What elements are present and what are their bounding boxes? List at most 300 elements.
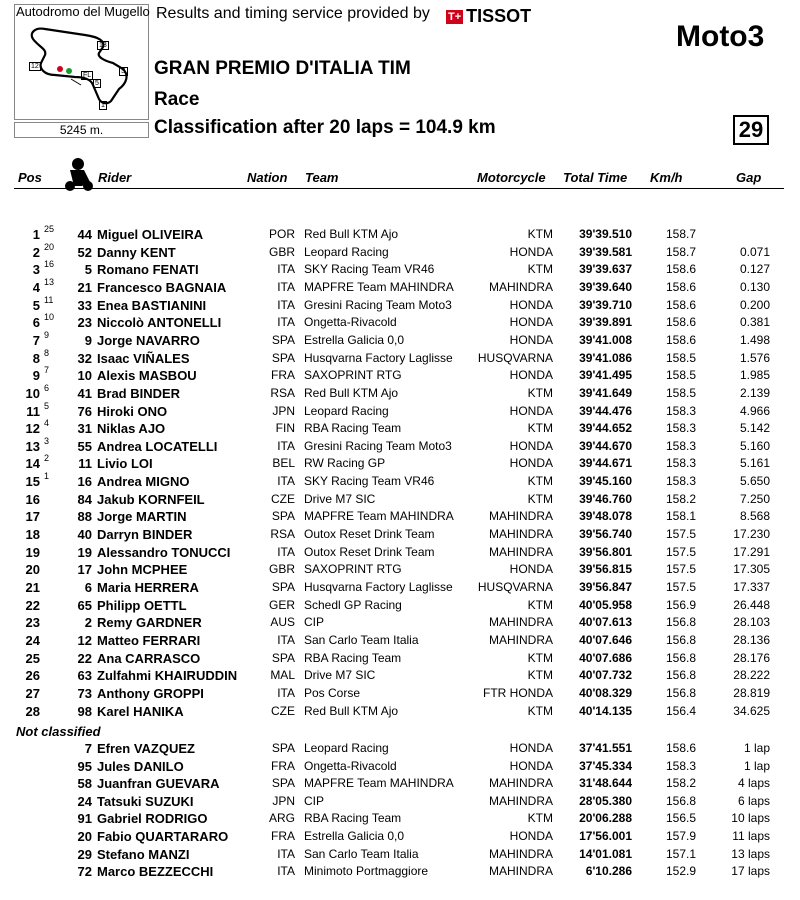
nation-cell: JPN (272, 403, 295, 418)
speed-cell: 158.3 (665, 421, 696, 436)
total-time-cell: 28'05.380 (579, 793, 632, 808)
total-time-cell: 39'39.510 (579, 227, 632, 241)
team-cell: SKY Racing Team VR46 (304, 474, 435, 489)
nation-cell: SPA (271, 650, 295, 665)
motorcycle-cell: MAHINDRA (488, 279, 553, 294)
team-cell: Estrella Galicia 0,0 (304, 829, 405, 843)
team-cell: Ongetta-Rivacold (304, 315, 397, 330)
motorcycle-cell: HONDA (509, 403, 553, 418)
speed-cell: 158.3 (665, 456, 696, 471)
gap-cell: 26.448 (733, 597, 770, 612)
rider-number-cell: 58 (77, 776, 92, 792)
position-cell: 26 (25, 668, 40, 684)
gap-cell: 7.250 (739, 491, 770, 506)
speed-cell: 158.5 (665, 368, 696, 383)
table-row (0, 492, 800, 510)
rider-number-cell: 24 (77, 793, 92, 809)
gap-cell: 13 laps (731, 846, 770, 861)
total-time-cell: 39'41.649 (579, 385, 632, 400)
rider-number-cell: 11 (78, 456, 92, 472)
total-time-cell: 39'39.637 (579, 262, 632, 277)
table-row (0, 527, 800, 545)
table-row (0, 598, 800, 616)
grid-position-cell: 4 (44, 418, 50, 429)
rider-number-cell: 55 (77, 438, 92, 454)
position-cell: 3 (32, 262, 40, 278)
team-cell: Outox Reset Drink Team (304, 544, 435, 559)
motorcycle-cell: KTM (527, 262, 553, 277)
circuit-length: 5245 m. (14, 122, 149, 138)
total-time-cell: 40'14.135 (579, 703, 632, 718)
nation-cell: SPA (271, 350, 295, 365)
category-title: Moto3 (676, 20, 765, 53)
gap-cell: 5.142 (739, 421, 770, 436)
motorcycle-cell: HUSQVARNA (477, 350, 553, 365)
table-row (0, 347, 800, 369)
rider-name-cell: Hiroki ONO (97, 403, 168, 419)
classification-summary: Classification after 20 laps = 104.9 km (154, 117, 496, 138)
rider-name-cell: Darryn BINDER (97, 527, 193, 543)
total-time-cell: 39'56.801 (579, 544, 632, 559)
table-row (0, 545, 800, 563)
table-row (0, 615, 800, 633)
team-cell: RBA Racing Team (304, 811, 402, 826)
rider-name-cell: Matteo FERRARI (97, 632, 201, 648)
grid-position-cell: 10 (44, 312, 55, 323)
map-label: 1 (101, 102, 105, 109)
gap-cell: 0.200 (739, 297, 770, 312)
motorcycle-cell: KTM (527, 385, 553, 400)
speed-cell: 152.9 (665, 864, 696, 879)
rider-name-cell: Jorge MARTIN (97, 509, 187, 525)
rider-name-cell: Karel HANIKA (97, 703, 184, 719)
grid-position-cell: 5 (44, 400, 50, 411)
table-row (0, 400, 800, 422)
position-cell: 1 (32, 227, 40, 242)
rider-number-cell: 84 (77, 491, 92, 507)
rider-number-cell: 7 (84, 741, 92, 756)
table-row (0, 276, 800, 298)
gap-cell: 34.625 (733, 703, 770, 718)
grid-position-cell: 3 (44, 435, 50, 446)
team-cell: Estrella Galicia 0,0 (304, 332, 405, 347)
rider-number-cell: 29 (77, 846, 92, 862)
grid-position-cell: 7 (44, 365, 50, 376)
table-row (0, 759, 800, 777)
motorcycle-cell: KTM (527, 650, 553, 665)
motorcycle-cell: KTM (527, 597, 553, 612)
rider-name-cell: Tatsuki SUZUKI (97, 793, 194, 809)
nation-cell: ITA (277, 262, 295, 277)
team-cell: Leopard Racing (304, 244, 389, 259)
gap-cell: 0.127 (739, 262, 770, 277)
table-row (0, 241, 800, 263)
nation-cell: JPN (272, 793, 295, 808)
grid-position-cell: 16 (44, 259, 55, 270)
col-total-time: Total Time (563, 170, 628, 185)
grid-position-cell: 11 (44, 294, 54, 305)
rider-number-cell: 21 (77, 279, 92, 295)
col-motorcycle: Motorcycle (477, 170, 546, 185)
nation-cell: ITA (277, 846, 295, 861)
rider-number-cell: 76 (77, 403, 92, 419)
not-classified-label: Not classified (16, 724, 101, 739)
team-cell: Red Bull KTM Ajo (304, 385, 399, 400)
motorcycle-cell: MAHINDRA (488, 615, 553, 630)
motorcycle-cell: MAHINDRA (488, 864, 553, 879)
rider-number-cell: 10 (77, 368, 92, 384)
team-cell: Gresini Racing Team Moto3 (304, 297, 452, 312)
gap-cell: 2.139 (739, 385, 770, 400)
team-cell: Ongetta-Rivacold (304, 758, 397, 773)
rider-name-cell: Jakub KORNFEIL (97, 491, 205, 507)
speed-cell: 158.6 (665, 741, 696, 755)
position-cell: 17 (25, 509, 40, 525)
motorcycle-cell: MAHINDRA (488, 793, 553, 808)
rider-number-cell: 52 (77, 244, 92, 260)
rider-name-cell: Danny KENT (97, 244, 176, 260)
grid-position-cell: 25 (44, 224, 55, 234)
event-title: GRAN PREMIO D'ITALIA TIM (154, 58, 411, 79)
position-cell: 18 (25, 527, 40, 543)
nation-cell: FRA (271, 758, 295, 773)
position-cell: 28 (25, 703, 40, 719)
rider-number-cell: 23 (77, 315, 92, 331)
total-time-cell: 39'41.008 (579, 332, 632, 347)
total-time-cell: 17'56.001 (579, 829, 632, 843)
rider-name-cell: Alessandro TONUCCI (97, 544, 231, 560)
nation-cell: SPA (271, 332, 295, 347)
nation-cell: POR (268, 227, 295, 241)
rider-name-cell: Niccolò ANTONELLI (97, 315, 222, 331)
nation-cell: SPA (271, 509, 295, 524)
total-time-cell: 14'01.081 (579, 846, 632, 861)
rider-number-cell: 91 (77, 811, 92, 827)
col-rider: Rider (98, 170, 132, 185)
team-cell: CIP (304, 615, 325, 630)
nation-cell: ITA (277, 279, 295, 294)
table-row (0, 741, 800, 759)
table-row (0, 259, 800, 280)
nation-cell: GER (268, 597, 295, 612)
total-time-cell: 39'41.086 (579, 350, 632, 365)
rider-number-cell: 6 (84, 580, 92, 595)
grid-position-cell: 8 (44, 347, 50, 358)
nation-cell: GBR (268, 244, 295, 259)
speed-cell: 158.2 (665, 776, 696, 791)
position-cell: 13 (25, 438, 40, 454)
team-cell: Red Bull KTM Ajo (304, 703, 399, 718)
service-text: Results and timing service provided by (156, 5, 430, 22)
team-cell: CIP (304, 793, 325, 808)
team-cell: SAXOPRINT RTG (304, 562, 402, 577)
speed-cell: 158.3 (665, 474, 696, 489)
total-time-cell: 39'56.740 (579, 527, 632, 542)
rider-name-cell: Livio LOI (97, 456, 153, 472)
table-row (0, 418, 800, 439)
gap-cell: 28.136 (733, 632, 770, 647)
motorcycle-cell: KTM (527, 474, 553, 489)
team-cell: RBA Racing Team (304, 421, 402, 436)
session-title: Race (154, 89, 200, 110)
rider-number-cell: 17 (77, 562, 92, 578)
position-cell: 7 (32, 332, 40, 348)
speed-cell: 156.8 (665, 793, 696, 808)
speed-cell: 158.1 (665, 509, 696, 524)
rider-number-cell: 40 (77, 527, 92, 543)
rider-number-cell: 32 (77, 350, 92, 366)
rider-name-cell: Fabio QUARTARARO (97, 829, 229, 844)
motorcycle-cell: HONDA (509, 438, 553, 453)
nation-cell: RSA (270, 385, 295, 400)
rider-number-cell: 19 (77, 544, 92, 560)
total-time-cell: 40'07.646 (579, 632, 632, 647)
nation-cell: ARG (268, 811, 295, 826)
total-time-cell: 39'45.160 (579, 474, 632, 489)
speed-cell: 158.7 (665, 244, 696, 259)
map-label: 5 (95, 80, 99, 87)
gap-cell: 8.568 (739, 509, 770, 524)
tissot-cross-icon: T+ (448, 11, 462, 23)
table-row (0, 704, 800, 722)
position-cell: 25 (25, 650, 40, 666)
total-time-cell: 39'39.891 (579, 315, 632, 330)
total-time-cell: 39'44.476 (579, 403, 632, 418)
nation-cell: FRA (271, 368, 295, 383)
nation-cell: CZE (271, 491, 295, 506)
table-row (0, 776, 800, 794)
circuit-name: Autodromo del Mugello (16, 4, 150, 19)
position-cell: 24 (25, 632, 40, 648)
position-cell: 14 (25, 456, 40, 472)
motorcycle-cell: HONDA (509, 562, 553, 577)
total-time-cell: 40'07.613 (579, 615, 632, 630)
motorcycle-cell: HONDA (509, 315, 553, 330)
rider-name-cell: Stefano MANZI (97, 846, 190, 862)
rider-name-cell: Brad BINDER (97, 385, 181, 401)
position-cell: 2 (32, 244, 40, 260)
gap-cell: 11 laps (732, 829, 770, 843)
motorcycle-cell: HUSQVARNA (477, 580, 553, 594)
total-time-cell: 40'08.329 (579, 685, 632, 700)
rider-number-cell: 95 (77, 758, 92, 774)
table-row (0, 633, 800, 651)
position-cell: 27 (25, 685, 40, 701)
total-time-cell: 40'07.686 (579, 650, 632, 665)
sponsor-logo (446, 6, 531, 27)
table-row (0, 294, 800, 316)
speed-cell: 156.8 (665, 615, 696, 630)
gap-cell: 0.130 (739, 279, 770, 294)
motorcycle-cell: KTM (527, 703, 553, 718)
col-kmh: Km/h (650, 170, 683, 185)
rider-number-cell: 9 (84, 332, 92, 348)
table-row (0, 435, 800, 457)
speed-cell: 157.5 (665, 562, 696, 577)
nation-cell: AUS (270, 615, 295, 630)
total-time-cell: 39'39.640 (579, 279, 632, 294)
rider-name-cell: Enea BASTIANINI (97, 297, 207, 313)
speed-cell: 158.6 (665, 315, 696, 330)
team-cell: Minimoto Portmaggiore (304, 864, 429, 879)
rider-number-cell: 44 (77, 227, 92, 242)
rider-name-cell: Anthony GROPPI (97, 685, 204, 701)
nation-cell: SPA (271, 776, 295, 791)
table-row (0, 471, 800, 492)
nation-cell: ITA (277, 315, 295, 330)
speed-cell: 157.9 (665, 829, 696, 843)
motorcycle-cell: MAHINDRA (488, 846, 553, 861)
nation-cell: ITA (277, 438, 295, 453)
rider-name-cell: Niklas AJO (97, 421, 166, 437)
nation-cell: ITA (277, 297, 295, 312)
team-cell: MAPFRE Team MAHINDRA (304, 509, 454, 524)
motorcycle-cell: MAHINDRA (488, 509, 553, 524)
position-cell: 22 (25, 597, 40, 613)
speed-cell: 158.6 (665, 332, 696, 347)
motorcycle-cell: HONDA (509, 456, 553, 471)
gap-cell: 4.966 (739, 403, 770, 418)
rider-name-cell: Isaac VIÑALES (97, 350, 190, 366)
rider-number-cell: 22 (77, 650, 92, 666)
motorcycle-cell: KTM (527, 491, 553, 506)
table-row (0, 668, 800, 686)
nation-cell: ITA (277, 544, 295, 559)
nation-cell: MAL (270, 668, 295, 683)
rider-number-cell: 41 (77, 385, 92, 401)
motorcycle-cell: KTM (527, 811, 553, 826)
rider-number-cell: 16 (77, 474, 92, 490)
team-cell: RBA Racing Team (304, 650, 402, 665)
map-label: 13 (99, 42, 107, 49)
speed-cell: 156.8 (665, 650, 696, 665)
rider-name-cell: Ana CARRASCO (97, 650, 201, 666)
position-cell: 16 (25, 491, 40, 507)
speed-cell: 157.5 (665, 580, 696, 594)
nation-cell: RSA (270, 527, 295, 542)
team-cell: MAPFRE Team MAHINDRA (304, 279, 454, 294)
speed-cell: 158.3 (665, 438, 696, 453)
rider-name-cell: Alexis MASBOU (97, 368, 197, 384)
rider-name-cell: Juanfran GUEVARA (97, 776, 220, 792)
gap-cell: 1.985 (739, 368, 770, 383)
gap-cell: 17.291 (733, 544, 770, 559)
rider-name-cell: Andrea LOCATELLI (97, 438, 218, 454)
rider-name-cell: Andrea MIGNO (97, 474, 190, 490)
gap-cell: 1 lap (743, 741, 770, 755)
motorcycle-cell: MAHINDRA (488, 527, 553, 542)
grid-position-cell: 2 (44, 453, 50, 464)
sponsor-name: TISSOT (466, 6, 532, 26)
gap-cell: 1.498 (739, 332, 770, 347)
position-cell: 21 (25, 580, 40, 595)
speed-cell: 158.7 (665, 227, 696, 241)
total-time-cell: 6'10.286 (585, 864, 632, 879)
total-time-cell: 40'07.732 (579, 668, 632, 683)
team-cell: San Carlo Team Italia (304, 846, 419, 861)
motorcycle-cell: HONDA (509, 332, 553, 347)
total-time-cell: 40'05.958 (579, 597, 632, 612)
table-row (0, 509, 800, 527)
nation-cell: FRA (271, 829, 295, 843)
rider-number-cell: 33 (77, 297, 92, 313)
motorcycle-cell: HONDA (509, 368, 553, 383)
grid-position-cell: 6 (44, 382, 50, 393)
total-time-cell: 31'48.644 (579, 776, 632, 791)
team-cell: Outox Reset Drink Team (304, 527, 435, 542)
rider-name-cell: Francesco BAGNAIA (97, 279, 227, 295)
position-cell: 10 (25, 385, 40, 401)
rider-number-cell: 5 (84, 262, 92, 278)
nation-cell: FIN (275, 421, 295, 436)
nation-cell: CZE (271, 703, 295, 718)
motorcycle-cell: HONDA (509, 297, 553, 312)
total-time-cell: 20'06.288 (579, 811, 632, 826)
gap-cell: 5.160 (739, 438, 770, 453)
team-cell: Schedl GP Racing (304, 597, 402, 612)
position-cell: 20 (25, 562, 40, 578)
gap-cell: 28.103 (733, 615, 770, 630)
table-row (0, 794, 800, 812)
speed-cell: 156.5 (665, 811, 696, 826)
motorcycle-cell: MAHINDRA (488, 544, 553, 559)
gap-cell: 5.161 (739, 456, 770, 471)
team-cell: MAPFRE Team MAHINDRA (304, 776, 454, 791)
team-cell: SKY Racing Team VR46 (304, 262, 435, 277)
team-cell: SAXOPRINT RTG (304, 368, 402, 383)
position-cell: 15 (25, 474, 40, 490)
nation-cell: ITA (277, 632, 295, 647)
rider-name-cell: John MCPHEE (97, 562, 188, 578)
position-cell: 11 (26, 403, 40, 419)
team-cell: RW Racing GP (304, 456, 386, 471)
rider-name-cell: Remy GARDNER (97, 615, 202, 631)
gap-cell: 17.305 (733, 562, 770, 577)
nation-cell: GBR (268, 562, 295, 577)
col-team: Team (305, 170, 339, 185)
table-row (0, 864, 800, 882)
speed-cell: 158.6 (665, 279, 696, 294)
rider-number-cell: 73 (77, 685, 92, 701)
total-time-cell: 39'56.815 (579, 562, 632, 577)
motorcycle-cell: MAHINDRA (488, 776, 553, 791)
table-row (0, 811, 800, 829)
table-row (0, 829, 800, 847)
position-cell: 8 (32, 350, 40, 366)
position-cell: 23 (25, 615, 40, 631)
gap-cell: 10 laps (731, 811, 770, 826)
rider-number-cell: 20 (77, 829, 92, 844)
rider-name-cell: Marco BEZZECCHI (97, 864, 214, 880)
team-cell: Leopard Racing (304, 403, 389, 418)
gap-cell: 17.230 (733, 527, 770, 542)
map-label: FL (83, 72, 92, 79)
page-number: 29 (733, 115, 769, 145)
motorcycle-cell: HONDA (509, 758, 553, 773)
team-cell: Leopard Racing (304, 741, 389, 755)
header-divider (14, 188, 784, 189)
motorcycle-cell: HONDA (509, 829, 553, 843)
table-row (0, 453, 800, 474)
table-row (0, 382, 800, 404)
rider-name-cell: Romano FENATI (97, 262, 199, 278)
speed-cell: 156.8 (665, 668, 696, 683)
rider-icon (62, 156, 96, 192)
rider-number-cell: 2 (84, 615, 92, 631)
total-time-cell: 39'44.670 (579, 438, 632, 453)
speed-cell: 157.5 (665, 527, 696, 542)
total-time-cell: 39'39.710 (579, 297, 632, 312)
